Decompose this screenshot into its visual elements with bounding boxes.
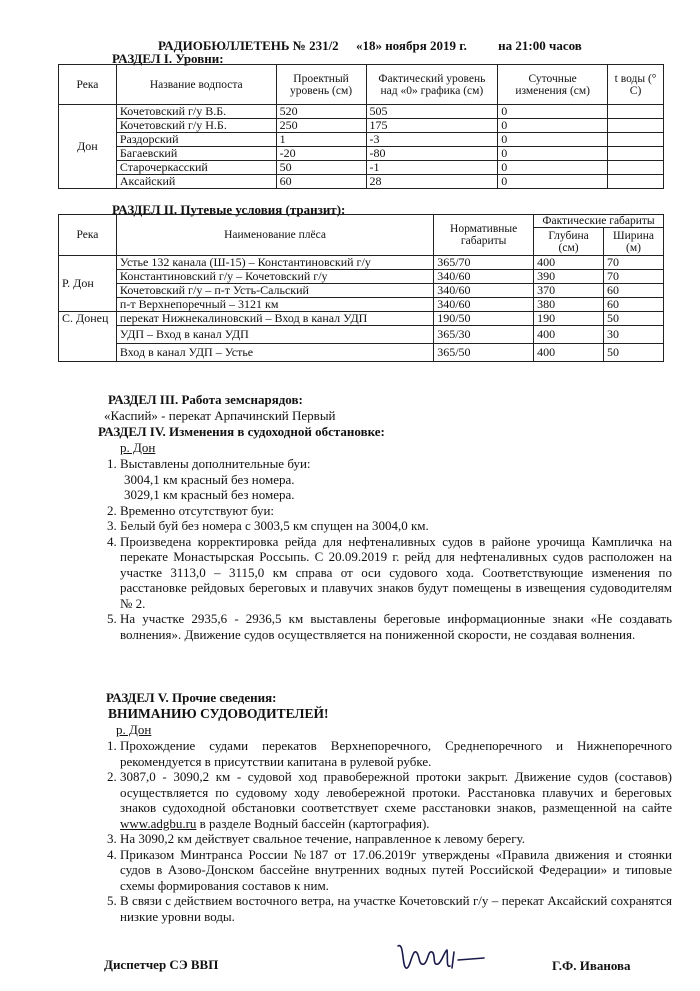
list-item: 3. Белый буй без номера с 3003,5 км спущен на 3004,0 км. [120, 518, 672, 534]
transit-header-row [59, 215, 664, 228]
change-cell: 0 [498, 147, 608, 161]
table-row [59, 161, 664, 175]
table-row [59, 119, 664, 133]
list-item: 5. В связи с действием восточного ветра, на участке Кочетовский г/у – перекат Аксайский сохранятся низкие уровни воды. [120, 893, 672, 924]
levels-table [58, 64, 664, 189]
project-cell: 520 [276, 105, 366, 119]
reach-cell: Устье 132 канала (Ш-15) – Константиновский г/у [116, 256, 433, 270]
section5-list [98, 738, 672, 924]
width-cell: 60 [604, 284, 664, 298]
col-actual-dims: Фактические габариты [534, 215, 664, 228]
table-row [59, 312, 664, 326]
reach-cell: УДП – Вход в канал УДП [116, 326, 433, 344]
reach-cell: перекат Нижнекалиновский – Вход в канал УДП [116, 312, 433, 326]
list-item: 4. Приказом Минтранса России №187 от 17.06.2019г утверждены «Правила движения и стоянки судов в Азово-Донском бассейне внутренних водных путей Российской Федерации» и типовые схемы формирования составов к ним. [120, 847, 672, 894]
change-cell: 0 [498, 105, 608, 119]
col-reach: Наименование плёса [116, 215, 433, 256]
section3-4-block [98, 392, 672, 642]
reach-cell: п-т Верхнепоречный – 3121 км [116, 298, 433, 312]
river-cell: С. Донец [59, 312, 117, 362]
bulletin-time: на 21:00 часов [498, 38, 582, 53]
col-project: Проектный уровень (см) [276, 65, 366, 105]
col-post: Название водпоста [116, 65, 276, 105]
col-river: Река [59, 215, 117, 256]
list-item: 1. Прохождение судами перекатов Верхнепоречного, Среднепоречного и Нижнепоречного рекомендуется в присутствии капитана в рулевой рубке. [120, 738, 672, 769]
temp-cell [608, 161, 664, 175]
table-row [59, 270, 664, 284]
section5-subtitle: ВНИМАНИЮ СУДОВОДИТЕЛЕЙ! [108, 706, 329, 721]
change-cell: 0 [498, 119, 608, 133]
width-cell: 30 [604, 326, 664, 344]
buoy-added-2: 3029,1 км красный без номера. [124, 487, 295, 502]
reach-cell: Константиновский г/у – Кочетовский г/у [116, 270, 433, 284]
actual-cell: -1 [366, 161, 498, 175]
width-cell: 50 [604, 312, 664, 326]
dispatcher-position: Диспетчер СЭ ВВП [104, 957, 219, 972]
project-cell: 250 [276, 119, 366, 133]
col-temp: t воды (° C) [608, 65, 664, 105]
actual-cell: -80 [366, 147, 498, 161]
project-cell: 60 [276, 175, 366, 189]
section5-title: РАЗДЕЛ V. Прочие сведения: [106, 690, 277, 705]
post-cell: Багаевский [116, 147, 276, 161]
table-row [59, 256, 664, 270]
depth-cell: 400 [534, 326, 604, 344]
post-cell: Кочетовский г/у Н.Б. [116, 119, 276, 133]
col-river: Река [59, 65, 117, 105]
depth-cell: 390 [534, 270, 604, 284]
depth-cell: 190 [534, 312, 604, 326]
post-cell: Старочеркасский [116, 161, 276, 175]
river-cell: Р. Дон [59, 256, 117, 312]
section4-list [98, 456, 672, 642]
temp-cell [608, 175, 664, 189]
table-row [59, 133, 664, 147]
transit-table [58, 214, 664, 362]
project-cell: 50 [276, 161, 366, 175]
signature-icon [392, 938, 492, 974]
table-row [59, 284, 664, 298]
buoy-added-1: 3004,1 км красный без номера. [124, 471, 295, 487]
width-cell: 50 [604, 344, 664, 362]
col-norm: Нормативные габариты [434, 215, 534, 256]
bulletin-date: «18» ноября 2019 г. [355, 38, 467, 53]
list-item: 2. 3087,0 - 3090,2 км - судовой ход правобережной протоки закрыт. Движение судов (составов) осуществляется по судовому ходу левобережной протоки. Расстановка плавучих и береговых знаков судоходной обстановки соответствует схеме расстановки знаков, размещенной на сайте www.adgbu.ru в разделе Водный бассейн (картография). [120, 769, 672, 831]
temp-cell [608, 119, 664, 133]
project-cell: -20 [276, 147, 366, 161]
table-row [59, 175, 664, 189]
col-width: Ширина (м) [604, 228, 664, 256]
bulletin-title: РАДИОБЮЛЛЕТЕНЬ № 231/2 [158, 38, 339, 53]
col-depth: Глубина (см) [534, 228, 604, 256]
actual-cell: 505 [366, 105, 498, 119]
norm-cell: 340/60 [434, 298, 534, 312]
col-change: Суточные изменения (см) [498, 65, 608, 105]
list-item: 5. На участке 2935,6 - 2936,5 км выставлены береговые информационные знаки «Не создавать волнения». Движение судов осуществляется на пониженной скорости, не создавая волнения. [120, 611, 672, 642]
table-row [59, 344, 664, 362]
list-item: 4. Произведена корректировка рейда для нефтеналивных судов в районе урочища Кампличка на перекате Монастырская Россыпь. С 20.09.2019 г. рейд для нефтеналивных судов расположен на участке 3113,0 – 3115,0 км справа от оси судового хода. Соответствующие изменения по расстановке рейдовых береговых и плавучих знаков будут помещены в извещения судоводителям № 2. [120, 534, 672, 612]
post-cell: Раздорский [116, 133, 276, 147]
section5-river: р. Дон [116, 722, 152, 737]
norm-cell: 365/30 [434, 326, 534, 344]
temp-cell [608, 105, 664, 119]
actual-cell: -3 [366, 133, 498, 147]
levels-header-row [59, 65, 664, 105]
reach-cell: Кочетовский г/у – п-т Усть-Сальский [116, 284, 433, 298]
section5-block [98, 690, 672, 924]
section1-title: РАЗДЕЛ I. Уровни: [112, 51, 224, 66]
post-cell: Кочетовский г/у В.Б. [116, 105, 276, 119]
actual-cell: 175 [366, 119, 498, 133]
list-item: 1. Выставлены дополнительные буи: 3004,1 км красный без номера. 3029,1 км красный без номера. [120, 456, 672, 503]
norm-cell: 340/60 [434, 284, 534, 298]
list-item: 2. Временно отсутствуют буи: [120, 503, 672, 519]
reach-cell: Вход в канал УДП – Устье [116, 344, 433, 362]
river-cell: Дон [59, 105, 117, 189]
norm-cell: 190/50 [434, 312, 534, 326]
actual-cell: 28 [366, 175, 498, 189]
section2-title: РАЗДЕЛ II. Путевые условия (транзит): [112, 202, 346, 217]
norm-cell: 365/70 [434, 256, 534, 270]
temp-cell [608, 133, 664, 147]
depth-cell: 380 [534, 298, 604, 312]
width-cell: 70 [604, 256, 664, 270]
norm-cell: 340/60 [434, 270, 534, 284]
project-cell: 1 [276, 133, 366, 147]
change-cell: 0 [498, 161, 608, 175]
table-row [59, 147, 664, 161]
dredger-text: «Каспий» - перекат Арпачинский Первый [104, 408, 336, 423]
depth-cell: 400 [534, 344, 604, 362]
depth-cell: 370 [534, 284, 604, 298]
col-actual: Фактический уровень над «0» графика (см) [366, 65, 498, 105]
change-cell: 0 [498, 175, 608, 189]
width-cell: 60 [604, 298, 664, 312]
list-item: 3. На 3090,2 км действует свальное течение, направленное к левому берегу. [120, 831, 672, 847]
norm-cell: 365/50 [434, 344, 534, 362]
table-row [59, 298, 664, 312]
dispatcher-name: Г.Ф. Иванова [552, 958, 631, 973]
post-cell: Аксайский [116, 175, 276, 189]
change-cell: 0 [498, 133, 608, 147]
table-row [59, 105, 664, 119]
section3-title: РАЗДЕЛ III. Работа земснарядов: [108, 392, 303, 407]
temp-cell [608, 147, 664, 161]
section4-river: р. Дон [120, 440, 156, 455]
width-cell: 70 [604, 270, 664, 284]
website-link[interactable]: www.adgbu.ru [120, 815, 197, 831]
table-row [59, 326, 664, 344]
section4-title: РАЗДЕЛ IV. Изменения в судоходной обстановке: [98, 424, 385, 439]
depth-cell: 400 [534, 256, 604, 270]
